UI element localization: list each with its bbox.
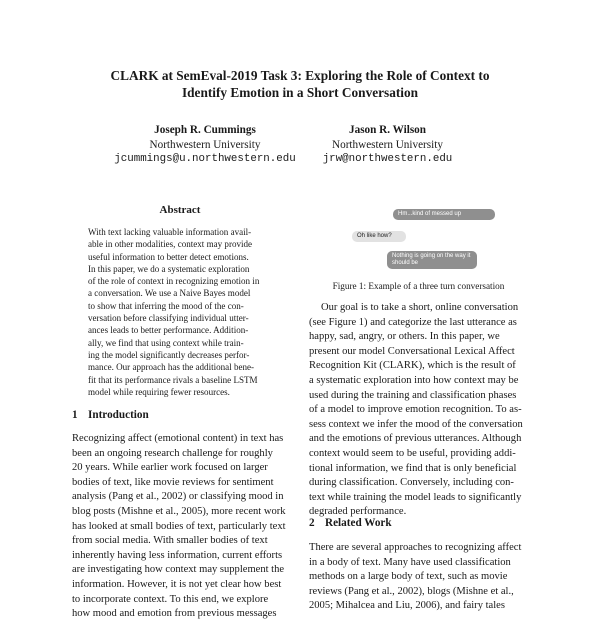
goal-paragraph <box>309 301 528 520</box>
text-line: has looked at small bodies of text, particularly text <box>72 520 286 532</box>
text-line: bodies of text, like movie reviews for sentiment <box>72 476 274 488</box>
title-line: Identify Emotion in a Short Conversation <box>181 85 419 100</box>
text-line: from social media. With smaller bodies of text <box>72 535 268 547</box>
message-bubble-sent: Hm...kind of messed up <box>393 209 495 220</box>
text-line: during classification. Conversely, including con- <box>309 477 514 489</box>
message-bubble-sent: Nothing is going on the way it should be <box>387 251 477 269</box>
abstract-line: useful information to better detect emotions. <box>88 251 249 262</box>
text-line: present our model Conversational Lexical Affect <box>309 345 515 357</box>
text-line: blog posts (Mishne et al., 2005), more recent work <box>72 505 286 517</box>
text-line: used during the training and classification phases <box>309 389 517 401</box>
paper-title <box>40 67 560 101</box>
related-work-text <box>309 541 528 614</box>
text-line: reviews (Pang et al., 2002), blogs (Mishne et al., <box>309 585 514 597</box>
author-affiliation: Northwestern University <box>149 138 261 151</box>
abstract-line: ing the model significantly decreases perfor- <box>88 349 250 360</box>
text-line: inherently having less information, current efforts <box>72 549 283 561</box>
abstract-line: able in other modalities, context may provide <box>88 239 253 250</box>
text-line: Recognition Kit (CLARK), which is the result of <box>309 360 516 372</box>
section-heading-related-work <box>309 517 392 529</box>
text-line: There are several approaches to recognizing affect <box>309 542 522 553</box>
text-line: context would seem to be useful, providing addi- <box>309 447 516 459</box>
text-line: and the emotions of previous utterances. Although <box>309 433 522 445</box>
section-title: Related Work <box>325 517 392 529</box>
text-line: analysis (Pang et al., 2002) or classifying mood in <box>72 491 284 503</box>
section-number: 1 <box>72 409 78 421</box>
abstract-line: fit that its performance rivals a baseline LSTM <box>88 374 258 385</box>
text-line: degraded performance. <box>309 506 407 518</box>
author-email: jrw@northwestern.edu <box>322 153 453 165</box>
message-bubble-received: Oh like how? <box>352 231 406 242</box>
author-affiliation: Northwestern University <box>332 138 443 151</box>
conversation-figure <box>309 200 528 276</box>
author-name: Jason R. Wilson <box>349 124 426 136</box>
abstract-line: In this paper, we do a systematic exploration <box>88 263 250 274</box>
abstract-line: ally, we find that using context while train- <box>88 337 244 348</box>
abstract-line: a conversation. We use a Naive Bayes model <box>88 288 251 299</box>
text-line: a systematic exploration into how context may be <box>309 374 519 386</box>
text-line: been an ongoing research challenge for roughly <box>72 447 273 459</box>
abstract-line: to show that inferring the mood of the con- <box>88 300 244 311</box>
abstract-line: With text lacking valuable information avail- <box>88 227 252 237</box>
text-line: methods on a large body of text, such as movie <box>309 571 508 583</box>
text-line: happy, sad, angry, or others. In this paper, we <box>309 331 500 343</box>
author-email: jcummings@u.northwestern.edu <box>114 153 296 165</box>
abstract-line: mance. Our approach has the additional bene- <box>88 362 255 373</box>
section-number: 2 <box>309 517 315 529</box>
abstract-line: ances leads to better performance. Addition- <box>88 325 249 336</box>
author-block <box>300 123 475 167</box>
text-line: 2005; Mihalcea and Liu, 2006), and fairy tales <box>309 600 505 612</box>
text-line: information. However, it is not yet clear how best <box>72 578 282 590</box>
text-line: Our goal is to take a short, online conversation <box>321 302 519 313</box>
text-line: text while training the model leads to significantly <box>309 491 522 503</box>
section-heading-introduction <box>72 409 149 421</box>
title-line: CLARK at SemEval-2019 Task 3: Exploring the Role of Context to <box>110 68 490 83</box>
text-line: are investigating how context may supplement the <box>72 564 285 576</box>
introduction-text <box>72 432 291 622</box>
abstract-line: model while requiring fewer resources. <box>88 386 230 397</box>
abstract-body <box>88 226 278 398</box>
text-line: tional information, we find that is only beneficial <box>309 462 517 474</box>
author-name: Joseph R. Cummings <box>154 124 256 136</box>
text-line: to incorporate context. To this end, we explore <box>72 593 269 605</box>
figure-caption: Figure 1: Example of a three turn conversation <box>332 281 505 291</box>
abstract-line: versation before classifying individual utter- <box>88 313 249 324</box>
text-line: in a body of text. Many have used classification <box>309 556 511 568</box>
text-line: 20 years. While earlier work focused on larger <box>72 462 268 474</box>
text-line: (see Figure 1) and categorize the last utterance as <box>309 316 517 328</box>
author-block <box>90 123 320 167</box>
section-title: Introduction <box>88 409 149 421</box>
text-line: sess context we infer the mood of the conversation <box>309 418 523 430</box>
text-line: of a model to improve emotion recognition. To as- <box>309 404 522 416</box>
text-line: Recognizing affect (emotional content) in text has <box>72 433 284 444</box>
text-line: how mood and emotion from previous messages <box>72 608 277 620</box>
abstract-heading: Abstract <box>159 204 201 216</box>
abstract-line: of the role of context in recognizing emotion in <box>88 276 260 287</box>
